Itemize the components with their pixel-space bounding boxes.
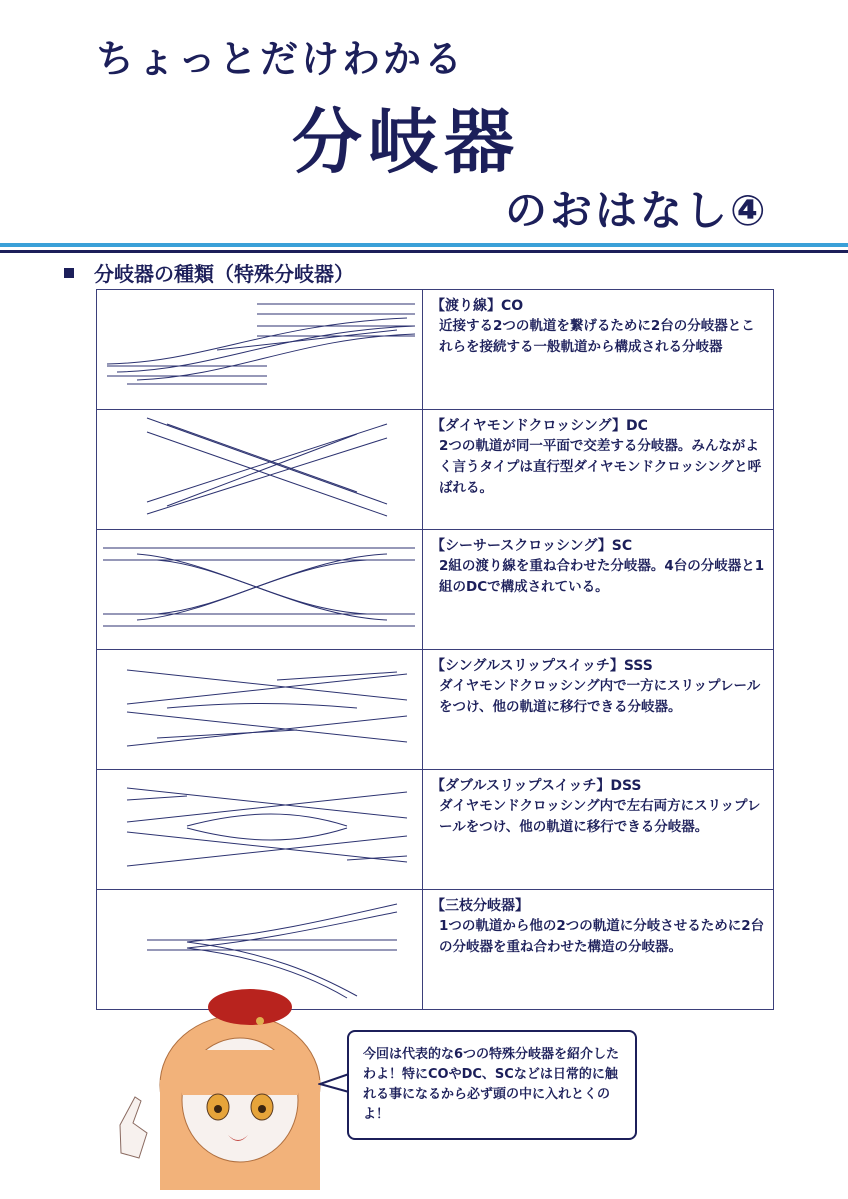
table-row bbox=[97, 290, 774, 410]
desc-diamond-crossing bbox=[423, 410, 774, 530]
type-body: ダイヤモンドクロッシング内で一方にスリップレールをつけ、他の軌道に移行できる分岐器。 bbox=[439, 678, 761, 715]
type-body: 2つの軌道が同一平面で交差する分岐器。みんながよく言うタイプは直行型ダイヤモンドクロッシングと呼ばれる。 bbox=[439, 438, 762, 496]
single-slip-diagram-icon bbox=[97, 650, 422, 763]
table-row bbox=[97, 770, 774, 890]
desc-single-slip bbox=[423, 650, 774, 770]
title-main: 分岐器 bbox=[292, 101, 520, 183]
type-title: 【シングルスリップスイッチ】SSS bbox=[431, 658, 653, 674]
table-row bbox=[97, 410, 774, 530]
table-row bbox=[97, 650, 774, 770]
type-title: 【シーサースクロッシング】SC bbox=[431, 538, 633, 554]
speech-bubble bbox=[347, 1030, 637, 1140]
table-row bbox=[97, 530, 774, 650]
diagram-diamond-crossing bbox=[97, 410, 423, 530]
desc-crossover bbox=[423, 290, 774, 410]
type-title: 【ダブルスリップスイッチ】DSS bbox=[431, 778, 642, 794]
diagram-scissors-crossing bbox=[97, 530, 423, 650]
header-rule-blue bbox=[0, 243, 848, 247]
type-title: 【渡り線】CO bbox=[431, 298, 524, 314]
section-heading-text: 分岐器の種類（特殊分岐器） bbox=[94, 262, 354, 286]
diagram-double-slip bbox=[97, 770, 423, 890]
diamond-crossing-diagram-icon bbox=[97, 410, 422, 523]
scissors-crossing-diagram-icon bbox=[97, 530, 422, 643]
title-line-3: のおはなし④ bbox=[505, 186, 769, 235]
type-title: 【三枝分岐器】 bbox=[431, 898, 529, 914]
type-body: 近接する2つの軌道を繋げるために2台の分岐器とこれらを接続する一般軌道から構成される分岐器 bbox=[439, 318, 755, 355]
diagram-single-slip bbox=[97, 650, 423, 770]
square-bullet-icon bbox=[64, 268, 74, 278]
section-heading bbox=[64, 258, 354, 287]
speech-text: 今回は代表的な6つの特殊分岐器を紹介したわよ！特にCOやDC、SCなどは日常的に触れる事になるから必ず頭の中に入れとくのよ！ bbox=[363, 1047, 620, 1122]
type-body: ダイヤモンドクロッシング内で左右両方にスリップレールをつけ、他の軌道に移行できる分岐器。 bbox=[439, 798, 761, 835]
diagram-crossover bbox=[97, 290, 423, 410]
crossover-diagram-icon bbox=[97, 290, 422, 403]
type-title: 【ダイヤモンドクロッシング】DC bbox=[431, 418, 648, 434]
type-body: 2組の渡り線を重ね合わせた分岐器。4台の分岐器と1組のDCで構成されている。 bbox=[439, 558, 765, 595]
header-rule-navy bbox=[0, 250, 848, 253]
character-illustration bbox=[110, 985, 350, 1199]
type-body: 1つの軌道から他の2つの軌道に分岐させるために2台の分岐器を重ね合わせた構造の分岐器。 bbox=[439, 918, 765, 955]
desc-double-slip bbox=[423, 770, 774, 890]
desc-scissors-crossing bbox=[423, 530, 774, 650]
beret-icon bbox=[208, 989, 292, 1025]
turnout-types-table bbox=[96, 289, 774, 1010]
desc-three-way bbox=[423, 890, 774, 1010]
double-slip-diagram-icon bbox=[97, 770, 422, 883]
title-line-1: ちょっとだけわかる bbox=[96, 37, 466, 81]
